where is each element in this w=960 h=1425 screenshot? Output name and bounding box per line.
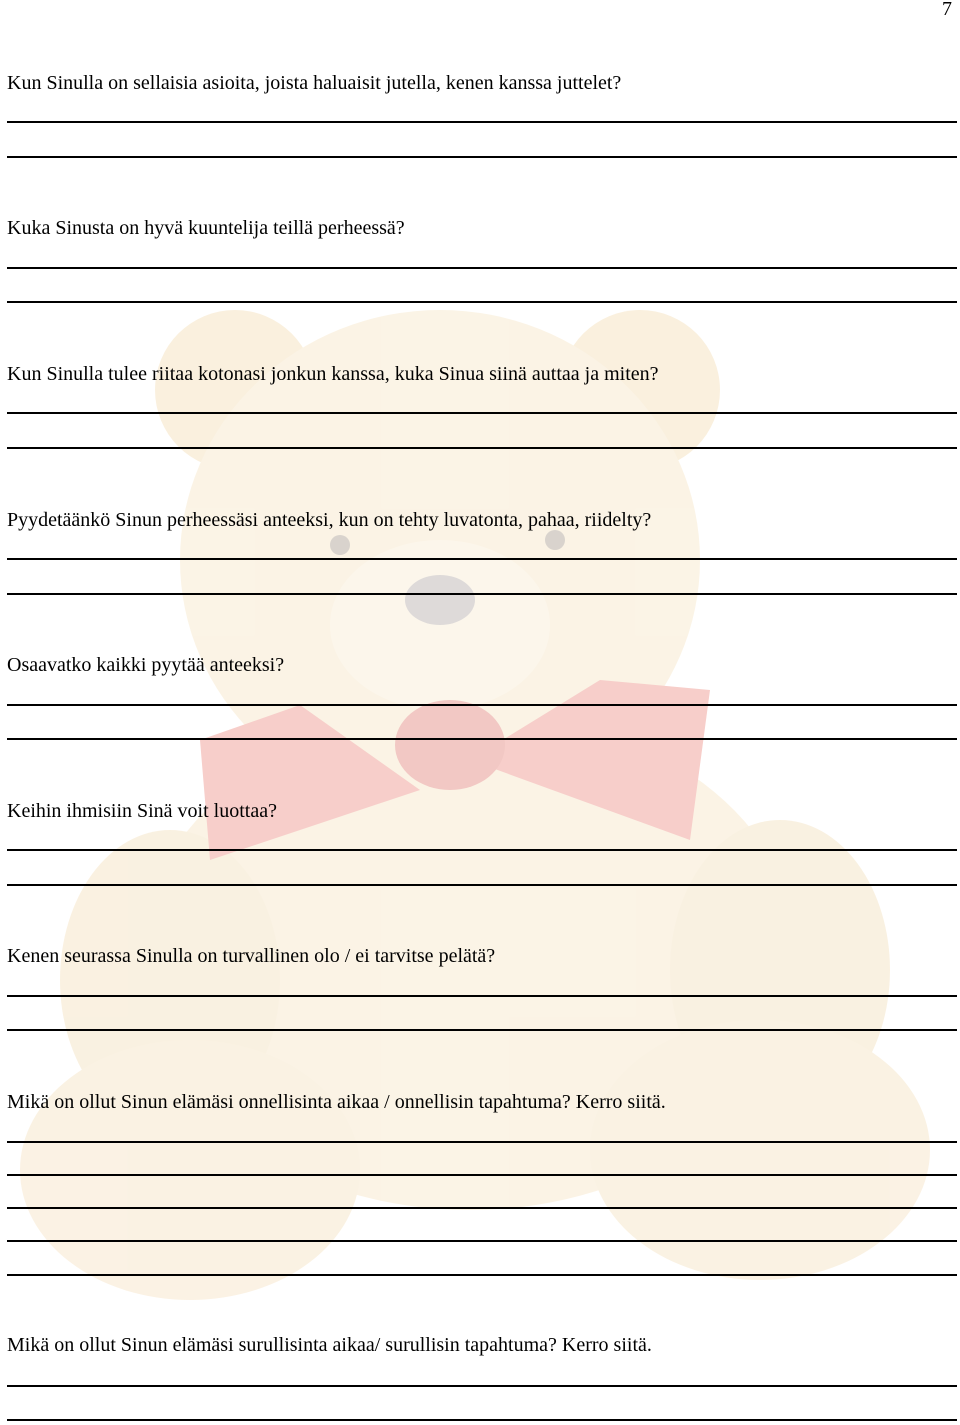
answer-line[interactable]: [7, 593, 957, 595]
bear-bow-knot: [395, 700, 505, 790]
answer-line[interactable]: [7, 156, 957, 158]
question-1: Kun Sinulla on sellaisia asioita, joista haluaisit jutella, kenen kanssa juttelet?: [7, 72, 622, 94]
question-6: Keihin ihmisiin Sinä voit luottaa?: [7, 800, 277, 822]
page-number: 7: [942, 0, 952, 20]
bear-nose: [405, 575, 475, 625]
answer-line[interactable]: [7, 1174, 957, 1176]
answer-line[interactable]: [7, 849, 957, 851]
question-2: Kuka Sinusta on hyvä kuuntelija teillä perheessä?: [7, 217, 405, 239]
answer-line[interactable]: [7, 1385, 957, 1387]
answer-line[interactable]: [7, 1141, 957, 1143]
question-7: Kenen seurassa Sinulla on turvallinen olo / ei tarvitse pelätä?: [7, 945, 496, 967]
question-3: Kun Sinulla tulee riitaa kotonasi jonkun kanssa, kuka Sinua siinä auttaa ja miten?: [7, 363, 659, 385]
answer-line[interactable]: [7, 558, 957, 560]
bear-right-eye: [545, 530, 565, 550]
answer-line[interactable]: [7, 1207, 957, 1209]
question-8: Mikä on ollut Sinun elämäsi onnellisinta aikaa / onnellisin tapahtuma? Kerro siitä.: [7, 1091, 666, 1113]
question-9: Mikä on ollut Sinun elämäsi surullisinta aikaa/ surullisin tapahtuma? Kerro siitä.: [7, 1334, 652, 1356]
question-4: Pyydetäänkö Sinun perheessäsi anteeksi, kun on tehty luvatonta, pahaa, riidelty?: [7, 509, 652, 531]
answer-line[interactable]: [7, 447, 957, 449]
answer-line[interactable]: [7, 884, 957, 886]
answer-line[interactable]: [7, 1240, 957, 1242]
answer-line[interactable]: [7, 995, 957, 997]
answer-line[interactable]: [7, 301, 957, 303]
answer-line[interactable]: [7, 121, 957, 123]
answer-line[interactable]: [7, 704, 957, 706]
question-5: Osaavatko kaikki pyytää anteeksi?: [7, 654, 285, 676]
answer-line[interactable]: [7, 267, 957, 269]
bear-left-foot: [20, 1040, 360, 1300]
answer-line[interactable]: [7, 738, 957, 740]
answer-line[interactable]: [7, 412, 957, 414]
answer-line[interactable]: [7, 1274, 957, 1276]
answer-line[interactable]: [7, 1029, 957, 1031]
answer-line[interactable]: [7, 1419, 957, 1421]
bear-left-eye: [330, 535, 350, 555]
